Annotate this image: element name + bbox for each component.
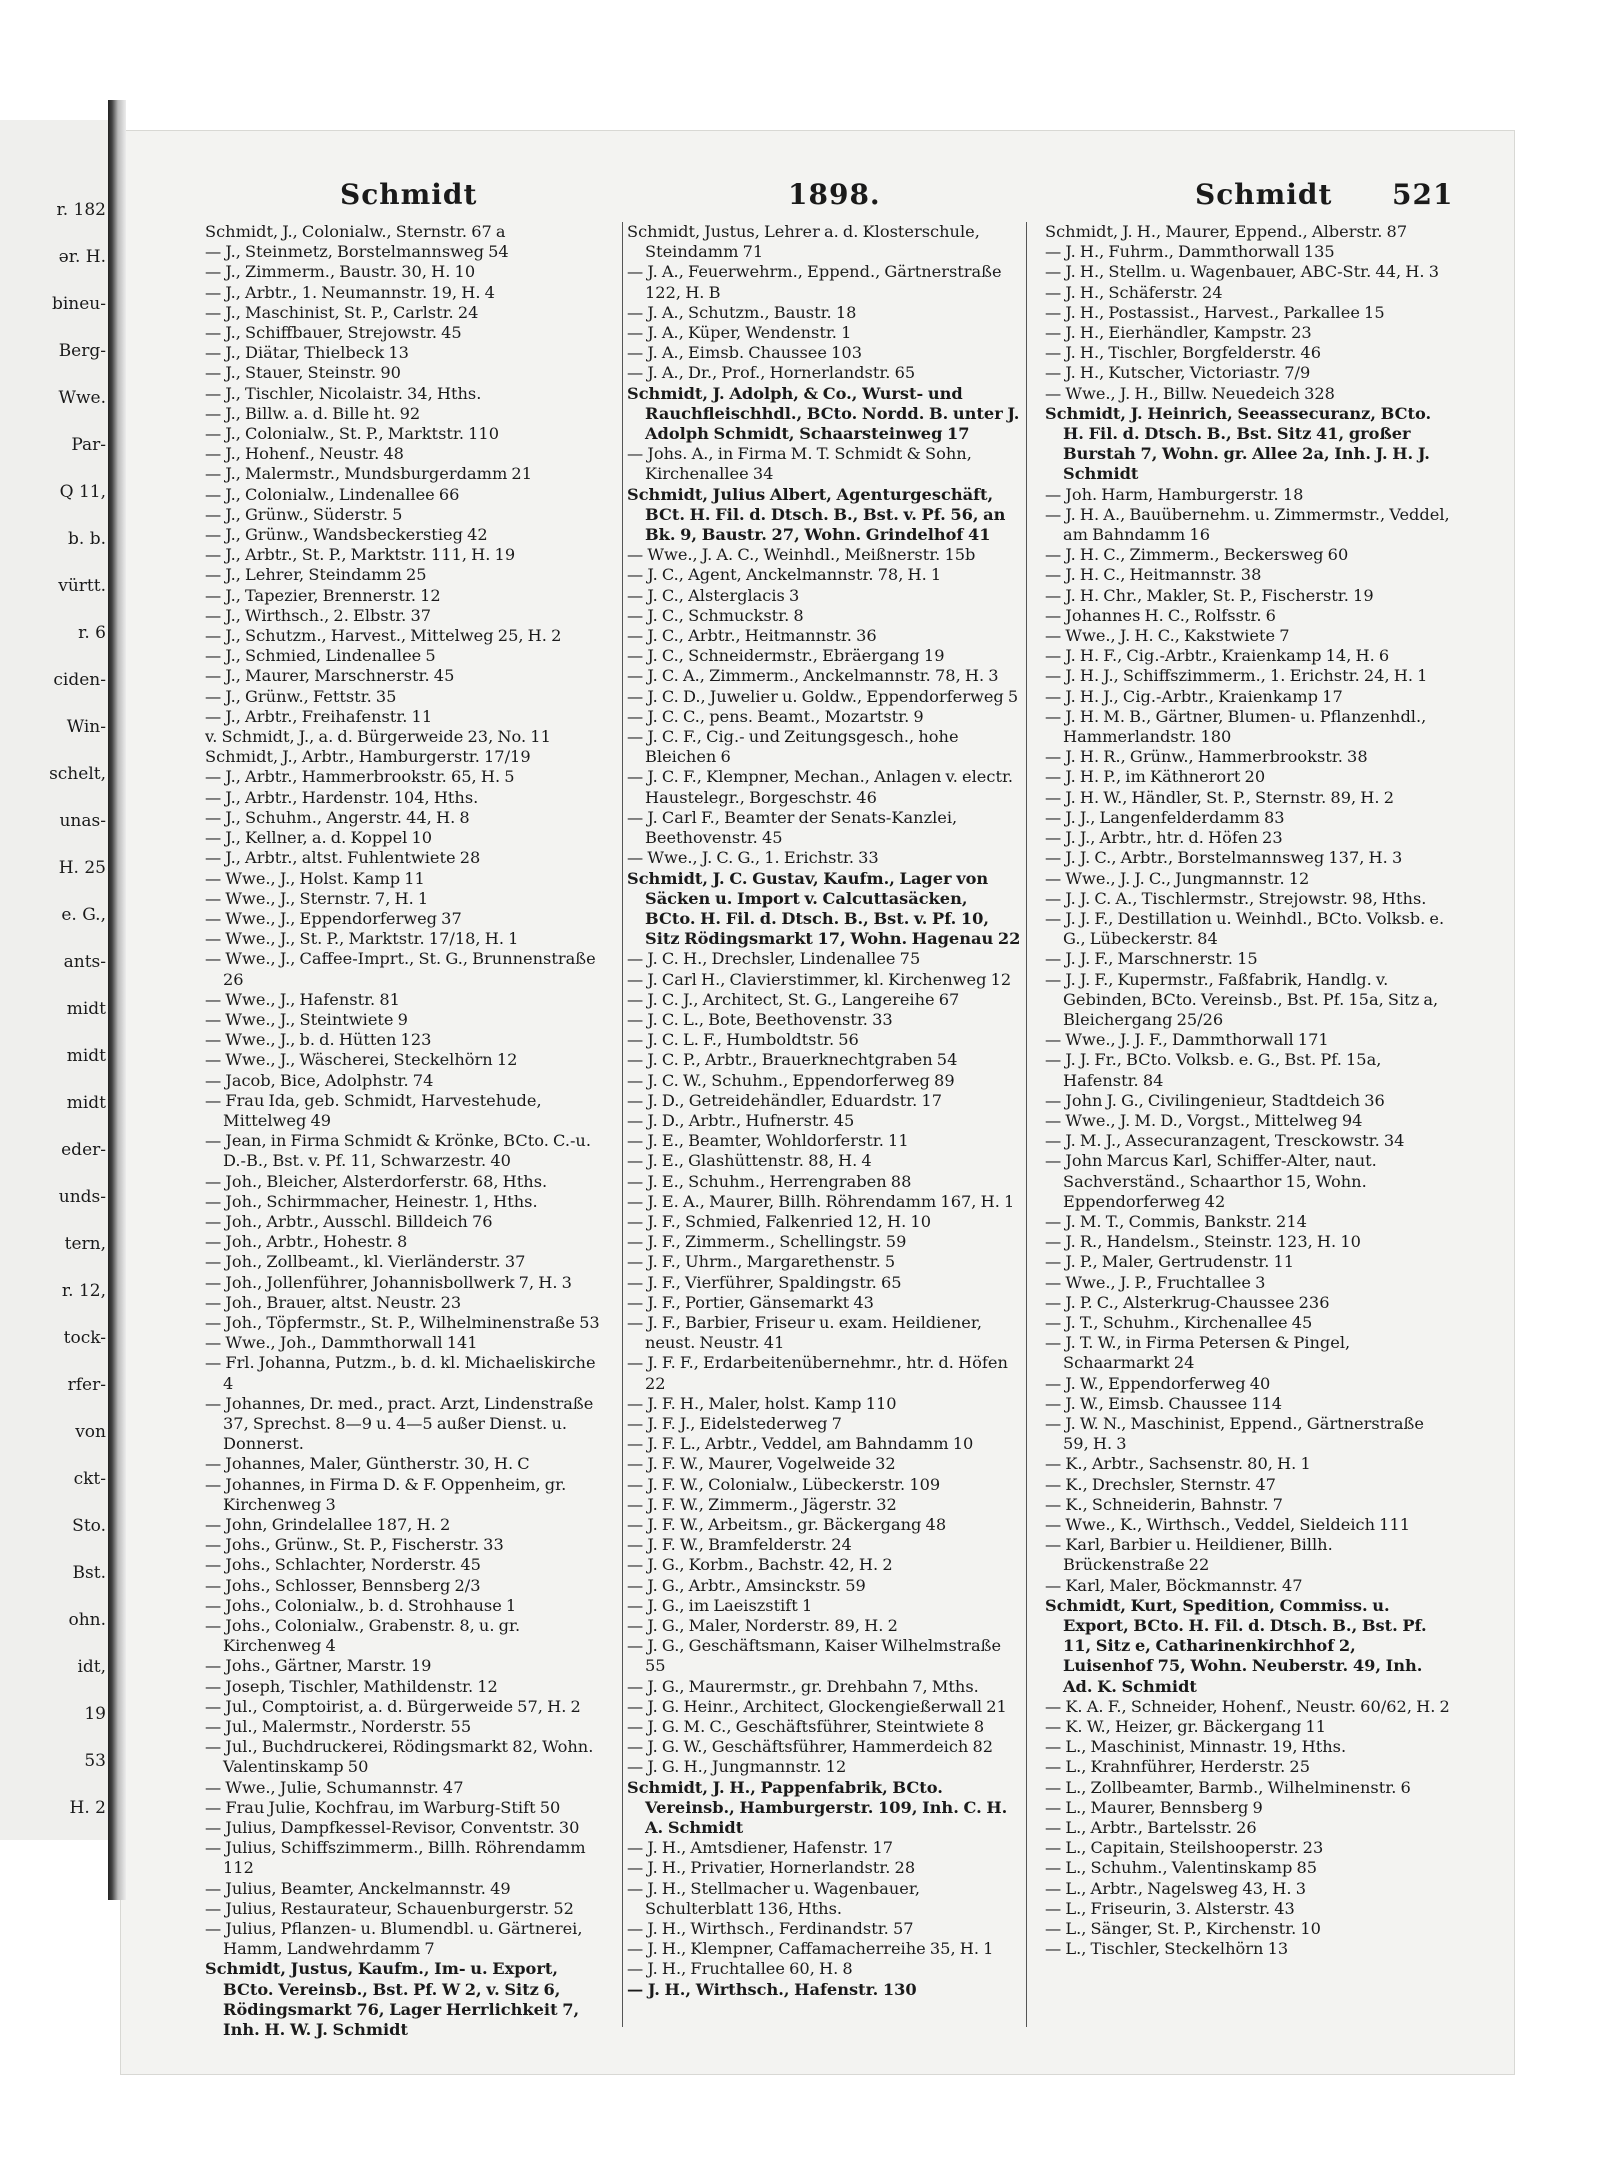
- directory-entry: — J. H., Fuhrm., Dammthorwall 135: [1045, 242, 1335, 262]
- adjacent-page-text: Q 11,: [59, 482, 106, 502]
- page-number: 521: [1392, 178, 1454, 211]
- adjacent-page-text: r. 6: [78, 623, 106, 643]
- directory-entry: — J., Schutzm., Harvest., Mittelweg 25, H. 2: [205, 626, 562, 646]
- directory-entry: — J. G., Arbtr., Amsinckstr. 59: [627, 1575, 866, 1595]
- directory-entry: — J. P., Maler, Gertrudenstr. 11: [1045, 1252, 1295, 1272]
- adjacent-page-text: vürtt.: [58, 576, 106, 596]
- directory-entry: Schmidt, J. H., Maurer, Eppend., Alberstr. 87: [1045, 222, 1408, 241]
- directory-entry: — Wwe., J. J. F., Dammthorwall 171: [1045, 1030, 1329, 1050]
- directory-entry: — J. H., Wirthsch., Hafenstr. 130: [627, 1979, 917, 1999]
- directory-entry: — J. H., Wirthsch., Ferdinandstr. 57: [627, 1919, 914, 1939]
- adjacent-page-text: 19: [84, 1704, 106, 1724]
- adjacent-page-text: midt: [66, 999, 106, 1019]
- directory-entry: — J. W., Eppendorferweg 40: [1045, 1373, 1271, 1393]
- directory-entry: — J., Arbtr., St. P., Marktstr. 111, H. 19: [205, 545, 516, 565]
- directory-entry: — J. W., Eimsb. Chaussee 114: [1045, 1393, 1283, 1413]
- directory-entry: — J. G., Maurermstr., gr. Drehbahn 7, Mths.: [627, 1676, 979, 1696]
- adjacent-page-text: r. 12,: [61, 1281, 106, 1301]
- directory-entry: — J. C. W., Schuhm., Eppendorferweg 89: [627, 1070, 955, 1090]
- adjacent-page-text: Bst.: [72, 1563, 106, 1583]
- directory-entry: — J. F., Vierführer, Spaldingstr. 65: [627, 1272, 902, 1292]
- directory-entry: — Wwe., J., Eppendorferweg 37: [205, 908, 462, 928]
- adjacent-page-text: r. 182: [56, 200, 106, 220]
- directory-entry: — J. H., Eierhändler, Kampstr. 23: [1045, 323, 1312, 343]
- directory-entry: — J. T. W., in Firma Petersen & Pingel, Schaarmarkt 24: [1045, 1333, 1351, 1373]
- directory-entry: — J. J. C. A., Tischlermstr., Strejowstr. 98, Hths.: [1045, 888, 1427, 908]
- directory-entry: — L., Tischler, Steckelhörn 13: [1045, 1939, 1289, 1959]
- directory-entry: — Karl, Barbier u. Heildiener, Billh. Brückenstraße 22: [1045, 1535, 1333, 1575]
- adjacent-page-text: Win-: [66, 717, 106, 737]
- directory-entry: — K. A. F., Schneider, Hohenf., Neustr. 60/62, H. 2: [1045, 1696, 1450, 1716]
- book-gutter: [108, 100, 126, 1900]
- directory-entry: — Joh., Schirmmacher, Heinestr. 1, Hths.: [205, 1191, 538, 1211]
- column-2: [622, 222, 1027, 2027]
- directory-entry: — Wwe., J. H. C., Kakstwiete 7: [1045, 626, 1290, 646]
- adjacent-page-text: Wwe.: [58, 388, 106, 408]
- directory-entry: — J. M. T., Commis, Bankstr. 214: [1045, 1211, 1307, 1231]
- adjacent-page-text: H. 25: [58, 858, 106, 878]
- directory-entry: — J. H., Tischler, Borgfelderstr. 46: [1045, 343, 1322, 363]
- directory-entry: — Johs., Grünw., St. P., Fischerstr. 33: [205, 1535, 504, 1555]
- directory-entry: — Johs., Colonialw., b. d. Strohhause 1: [205, 1595, 517, 1615]
- directory-entry: — J., Zimmerm., Baustr. 30, H. 10: [205, 262, 476, 282]
- directory-entry: — Jul., Malermstr., Norderstr. 55: [205, 1717, 472, 1737]
- directory-entry: — J. J. F., Kupermstr., Faßfabrik, Handlg. v. Gebinden, BCto. Vereinsb., Bst. Pf. 15a, Sitz a, Bleichergang 25/26: [1045, 969, 1439, 1029]
- directory-entry: — Wwe., J. H., Billw. Neuedeich 328: [1045, 383, 1335, 403]
- directory-entry: Schmidt, Justus, Kaufm., Im- u. Export, BCto. Vereinsb., Bst. Pf. W 2, v. Sitz 6, Rödingsmarkt 76, Lager Herrlichkeit 7, Inh. H. W. J. Schmidt: [205, 1959, 580, 2040]
- directory-entry: — Wwe., J. P., Fruchtallee 3: [1045, 1272, 1266, 1292]
- directory-entry: — J. C. J., Architect, St. G., Langereihe 67: [627, 989, 960, 1009]
- directory-entry: — J., Schmied, Lindenallee 5: [205, 646, 436, 666]
- directory-entry: — J. H., Privatier, Hornerlandstr. 28: [627, 1858, 916, 1878]
- directory-entry: — Wwe., J. M. D., Vorgst., Mittelweg 94: [1045, 1110, 1363, 1130]
- directory-entry: Schmidt, J., Arbtr., Hamburgerstr. 17/19: [205, 747, 531, 767]
- directory-entry: — J., Diätar, Thielbeck 13: [205, 343, 409, 363]
- directory-entry: — J. F. F., Erdarbeitenübernehmr., htr. d. Höfen 22: [627, 1353, 1008, 1393]
- directory-entry: — J. J. C., Arbtr., Borstelmannsweg 137, H. 3: [1045, 848, 1403, 868]
- directory-entry: — Wwe., J., Steintwiete 9: [205, 1009, 408, 1029]
- directory-entry: — J., Maurer, Marschnerstr. 45: [205, 666, 455, 686]
- adjacent-page-text: Berg-: [58, 341, 106, 361]
- directory-entry: — Wwe., J., Wäscherei, Steckelhörn 12: [205, 1050, 518, 1070]
- directory-entry: — J., Arbtr., 1. Neumannstr. 19, H. 4: [205, 282, 495, 302]
- directory-entry: — J. C. C., pens. Beamt., Mozartstr. 9: [627, 706, 924, 726]
- directory-entry: — J. G., Maler, Norderstr. 89, H. 2: [627, 1616, 898, 1636]
- directory-entry: — J. H., Stellmacher u. Wagenbauer, Schulterblatt 136, Hths.: [627, 1878, 920, 1918]
- adjacent-page-text: Par-: [71, 435, 106, 455]
- directory-entry: — J. W. N., Maschinist, Eppend., Gärtnerstraße 59, H. 3: [1045, 1413, 1424, 1454]
- directory-entry: — J., Malermstr., Mundsburgerdamm 21: [205, 464, 533, 484]
- adjacent-page-text: e. G.,: [61, 905, 106, 925]
- directory-entry: — Joh. Harm, Hamburgerstr. 18: [1045, 484, 1304, 504]
- directory-entry: — Johs., Colonialw., Grabenstr. 8, u. gr. Kirchenweg 4: [205, 1616, 521, 1656]
- directory-entry: — Julius, Schiffszimmerm., Billh. Röhrendamm 112: [205, 1838, 586, 1878]
- header-right: Schmidt: [1195, 178, 1333, 211]
- directory-entry: — J. G., Korbm., Bachstr. 42, H. 2: [627, 1555, 893, 1575]
- directory-entry: — J. P. C., Alsterkrug-Chaussee 236: [1045, 1292, 1330, 1312]
- directory-entry: — J. F. W., Zimmerm., Jägerstr. 32: [627, 1494, 897, 1514]
- directory-entry: — J. A., Eimsb. Chaussee 103: [627, 343, 862, 363]
- directory-entry: Schmidt, J., Colonialw., Sternstr. 67 a: [205, 222, 506, 241]
- adjacent-page-text: ciden-: [53, 670, 106, 690]
- directory-entry: — J. H. J., Schiffszimmerm., 1. Erichstr. 24, H. 1: [1045, 666, 1428, 686]
- adjacent-page-text: unas-: [59, 811, 106, 831]
- directory-entry: — J. C. F., Klempner, Mechan., Anlagen v. electr. Haustelegr., Borgeschstr. 46: [627, 767, 1014, 807]
- directory-entry: v. Schmidt, J., a. d. Bürgerweide 23, No. 11: [205, 727, 551, 747]
- directory-entry: — Joh., Arbtr., Ausschl. Billdeich 76: [205, 1211, 493, 1231]
- directory-entry: — Karl, Maler, Böckmannstr. 47: [1045, 1575, 1303, 1595]
- directory-entry: — Joseph, Tischler, Mathildenstr. 12: [205, 1676, 498, 1696]
- directory-entry: — J. C., Alsterglacis 3: [627, 585, 800, 605]
- directory-entry: — J. G. Heinr., Architect, Glockengießerwall 21: [627, 1696, 1007, 1716]
- directory-entry: — L., Maurer, Bennsberg 9: [1045, 1797, 1263, 1817]
- directory-entry: Schmidt, J. H., Pappenfabrik, BCto. Vereinsb., Hamburgerstr. 109, Inh. C. H. A. Schmidt: [627, 1777, 1008, 1838]
- directory-entry: — J. E., Glashüttenstr. 88, H. 4: [627, 1151, 872, 1171]
- adjacent-page-text: tern,: [64, 1234, 106, 1254]
- adjacent-page-text: midt: [66, 1093, 106, 1113]
- directory-entry: — J. H. A., Bauübernehm. u. Zimmermstr., Veddel, am Bahndamm 16: [1045, 504, 1450, 545]
- directory-entry: — J. H., Klempner, Caffamacherreihe 35, H. 1: [627, 1939, 994, 1959]
- directory-entry: — J., Grünw., Süderstr. 5: [205, 504, 403, 524]
- directory-entry: — L., Capitain, Steilshooperstr. 23: [1045, 1838, 1324, 1858]
- directory-entry: — J. H., Postassist., Harvest., Parkallee 15: [1045, 302, 1385, 322]
- directory-entry: — J. F. W., Maurer, Vogelweide 32: [627, 1454, 896, 1474]
- directory-entry: — Jul., Buchdruckerei, Rödingsmarkt 82, Wohn. Valentinskamp 50: [205, 1737, 594, 1777]
- directory-entry: Schmidt, J. C. Gustav, Kaufm., Lager von Säcken u. Import v. Calcuttasäcken, BCto. H. Fil. d. Dtsch. B., Bst. v. Pf. 10, Sitz Rödingsmarkt 17, Wohn. Hagenau 22: [627, 868, 1021, 949]
- directory-entry: — J. G. W., Geschäftsführer, Hammerdeich 82: [627, 1737, 994, 1757]
- directory-entry: — J., Lehrer, Steindamm 25: [205, 565, 427, 585]
- directory-entry: — Johs., Schlosser, Bennsberg 2/3: [205, 1575, 481, 1595]
- directory-entry: — Wwe., J., b. d. Hütten 123: [205, 1030, 432, 1050]
- directory-entry: Schmidt, J. Heinrich, Seeassecuranz, BCto. H. Fil. d. Dtsch. B., Bst. Sitz 41, großer Burstah 7, Wohn. gr. Allee 2a, Inh. J. H. J. Schmidt: [1045, 403, 1432, 484]
- adjacent-page-text: tock-: [63, 1328, 106, 1348]
- directory-entry: — J. C. H., Drechsler, Lindenallee 75: [627, 949, 921, 969]
- directory-entry: — J. F., Portier, Gänsemarkt 43: [627, 1292, 874, 1312]
- directory-entry: — J. A., Küper, Wendenstr. 1: [627, 323, 852, 343]
- directory-entry: — L., Arbtr., Bartelsstr. 26: [1045, 1818, 1257, 1838]
- directory-entry: — K., Arbtr., Sachsenstr. 80, H. 1: [1045, 1454, 1311, 1474]
- directory-entry: — J., Stauer, Steinstr. 90: [205, 363, 401, 383]
- directory-entry: — J., Tischler, Nicolaistr. 34, Hths.: [205, 383, 482, 403]
- directory-entry: — J. A., Schutzm., Baustr. 18: [627, 302, 857, 322]
- directory-entry: — J., Billw. a. d. Bille ht. 92: [205, 403, 421, 423]
- directory-entry: — J., Grünw., Wandsbeckerstieg 42: [205, 525, 488, 545]
- directory-entry: — L., Friseurin, 3. Alsterstr. 43: [1045, 1898, 1295, 1918]
- column-3: [1045, 222, 1450, 1959]
- directory-entry: — J., Maschinist, St. P., Carlstr. 24: [205, 302, 479, 322]
- directory-entry: — J. F., Barbier, Friseur u. exam. Heildiener, neust. Neustr. 41: [627, 1312, 982, 1353]
- directory-entry: — J. H. Chr., Makler, St. P., Fischerstr. 19: [1045, 585, 1374, 605]
- directory-entry: — Wwe., J., Caffee-Imprt., St. G., Brunnenstraße 26: [205, 949, 596, 989]
- directory-entry: — J., Colonialw., Lindenallee 66: [205, 484, 460, 504]
- directory-entry: — J. Carl F., Beamter der Senats-Kanzlei, Beethovenstr. 45: [627, 807, 958, 848]
- adjacent-page-text: 53: [84, 1751, 106, 1771]
- adjacent-page-text: midt: [66, 1046, 106, 1066]
- directory-entry: — J. H. C., Zimmerm., Beckersweg 60: [1045, 545, 1349, 565]
- directory-entry: — J. F., Zimmerm., Schellingstr. 59: [627, 1232, 907, 1252]
- directory-entry: — J., Grünw., Fettstr. 35: [205, 686, 397, 706]
- adjacent-page-text: b. b.: [68, 529, 106, 549]
- directory-entry: — J. D., Getreidehändler, Eduardstr. 17: [627, 1090, 943, 1110]
- header-year: 1898.: [788, 178, 881, 211]
- directory-entry: — J. A., Dr., Prof., Hornerlandstr. 65: [627, 363, 916, 383]
- column-1: [205, 222, 603, 2040]
- directory-entry: — J. H. R., Grünw., Hammerbrookstr. 38: [1045, 747, 1368, 767]
- directory-entry: — J. F. W., Arbeitsm., gr. Bäckergang 48: [627, 1515, 947, 1534]
- directory-entry: Schmidt, Julius Albert, Agenturgeschäft, BCt. H. Fil. d. Dtsch. B., Bst. v. Pf. 56, an Bk. 9, Baustr. 27, Wohn. Grindelhof 41: [627, 484, 1006, 545]
- directory-entry: — J. C. D., Juwelier u. Goldw., Eppendorferweg 5: [627, 686, 1019, 706]
- adjacent-page-text: ohn.: [68, 1610, 106, 1630]
- directory-entry: — J., Tapezier, Brennerstr. 12: [205, 585, 441, 605]
- directory-entry: — L., Zollbeamter, Barmb., Wilhelminenstr. 6: [1045, 1777, 1411, 1797]
- adjacent-page-text: ants-: [63, 952, 106, 972]
- adjacent-page-text: ckt-: [73, 1469, 106, 1489]
- directory-entry: — Joh., Bleicher, Alsterdorferstr. 68, Hths.: [205, 1171, 548, 1191]
- adjacent-page-text: ər. H.: [58, 247, 106, 267]
- directory-entry: — Wwe., J., Hafenstr. 81: [205, 989, 400, 1009]
- directory-entry: — K., Schneiderin, Bahnstr. 7: [1045, 1494, 1283, 1514]
- directory-entry: — K., Drechsler, Sternstr. 47: [1045, 1474, 1276, 1494]
- adjacent-page-text: H. 2: [69, 1798, 106, 1818]
- directory-entry: — Wwe., J. C. G., 1. Erichstr. 33: [627, 848, 879, 868]
- directory-entry: Schmidt, Justus, Lehrer a. d. Klosterschule, Steindamm 71: [627, 222, 980, 262]
- directory-entry: — L., Arbtr., Nagelsweg 43, H. 3: [1045, 1878, 1306, 1898]
- directory-entry: — L., Schuhm., Valentinskamp 85: [1045, 1858, 1318, 1878]
- directory-entry: — J. R., Handelsm., Steinstr. 123, H. 10: [1045, 1232, 1361, 1252]
- directory-entry: — Johs., Schlachter, Norderstr. 45: [205, 1555, 481, 1575]
- directory-entry: — J. H. P., im Käthnerort 20: [1045, 767, 1266, 787]
- directory-entry: — J., Schiffbauer, Strejowstr. 45: [205, 323, 462, 343]
- directory-entry: — J. E., Beamter, Wohldorferstr. 11: [627, 1131, 909, 1151]
- directory-entry: — J. G., Geschäftsmann, Kaiser Wilhelmstraße 55: [627, 1636, 1002, 1676]
- directory-entry: — Johs., Gärtner, Marstr. 19: [205, 1656, 432, 1676]
- directory-entry: — Julius, Restaurateur, Schauenburgerstr. 52: [205, 1898, 574, 1918]
- directory-entry: — Johannes H. C., Rolfsstr. 6: [1045, 605, 1276, 625]
- directory-entry: — Wwe., K., Wirthsch., Veddel, Sieldeich 111: [1045, 1515, 1411, 1534]
- directory-entry: — J. T., Schuhm., Kirchenallee 45: [1045, 1312, 1313, 1332]
- directory-entry: — J. C. L., Bote, Beethovenstr. 33: [627, 1009, 893, 1029]
- adjacent-page-edge: [0, 120, 118, 1840]
- directory-entry: — Johannes, Dr. med., pract. Arzt, Lindenstraße 37, Sprechst. 8—9 u. 4—5 außer Dienst. u. Donnerst.: [205, 1393, 594, 1454]
- adjacent-page-text: schelt,: [49, 764, 106, 784]
- directory-entry: — J. G., im Laeiszstift 1: [627, 1595, 813, 1615]
- directory-entry: — J. H. W., Händler, St. P., Sternstr. 89, H. 2: [1045, 787, 1394, 807]
- directory-entry: — Johs. A., in Firma M. T. Schmidt & Sohn, Kirchenallee 34: [627, 444, 972, 484]
- directory-entry: — J. M. J., Assecuranzagent, Tresckowstr. 34: [1045, 1131, 1405, 1151]
- directory-entry: — Julius, Beamter, Anckelmannstr. 49: [205, 1878, 511, 1898]
- directory-entry: — J., Hohenf., Neustr. 48: [205, 444, 404, 464]
- directory-entry: — J. F., Uhrm., Margarethenstr. 5: [627, 1252, 896, 1272]
- directory-entry: — J. E. A., Maurer, Billh. Röhrendamm 167, H. 1: [627, 1191, 1015, 1211]
- directory-entry: — Julius, Dampfkessel-Revisor, Conventstr. 30: [205, 1818, 580, 1838]
- directory-entry: — Wwe., J., Holst. Kamp 11: [205, 868, 425, 888]
- directory-entry: — Joh., Töpfermstr., St. P., Wilhelminenstraße 53: [205, 1312, 600, 1332]
- adjacent-page-text: rfer-: [67, 1375, 106, 1395]
- directory-entry: — J. G. H., Jungmannstr. 12: [627, 1757, 847, 1777]
- directory-entry: Schmidt, J. Adolph, & Co., Wurst- und Rauchfleischhdl., BCto. Nordd. B. unter J. Adolph Schmidt, Schaarsteinweg 17: [627, 383, 1020, 444]
- directory-entry: — J. C. F., Cig.- und Zeitungsgesch., hohe Bleichen 6: [627, 727, 959, 767]
- directory-entry: — J., Arbtr., Freihafenstr. 11: [205, 706, 433, 726]
- directory-entry: — J. C. P., Arbtr., Brauerknechtgraben 54: [627, 1050, 958, 1070]
- directory-entry: — J. J. F., Destillation u. Weinhdl., BCto. Volksb. e. G., Lübeckerstr. 84: [1045, 908, 1445, 949]
- directory-entry: — J. J., Arbtr., htr. d. Höfen 23: [1045, 828, 1283, 848]
- directory-entry: — Jacob, Bice, Adolphstr. 74: [205, 1070, 434, 1090]
- directory-entry: — J., Schuhm., Angerstr. 44, H. 8: [205, 807, 470, 827]
- directory-entry: — J. F., Schmied, Falkenried 12, H. 10: [627, 1211, 932, 1231]
- directory-entry: — J. C. L. F., Humboldtstr. 56: [627, 1030, 859, 1050]
- directory-entry: — J. H. C., Heitmannstr. 38: [1045, 565, 1262, 585]
- directory-entry: — J., Arbtr., Hammerbrookstr. 65, H. 5: [205, 767, 515, 787]
- directory-entry: — J., Arbtr., altst. Fuhlentwiete 28: [205, 848, 481, 868]
- directory-entry: — J. Carl H., Clavierstimmer, kl. Kirchenweg 12: [627, 969, 1012, 989]
- adjacent-page-text: eder-: [61, 1140, 106, 1160]
- directory-entry: — J. J. Fr., BCto. Volksb. e. G., Bst. Pf. 15a, Hafenstr. 84: [1045, 1050, 1382, 1090]
- directory-entry: — Jean, in Firma Schmidt & Krönke, BCto. C.-u. D.-B., Bst. v. Pf. 11, Schwarzestr. 40: [205, 1131, 592, 1171]
- directory-entry: — J., Arbtr., Hardenstr. 104, Hths.: [205, 787, 479, 807]
- directory-entry: — J. C., Schmuckstr. 8: [627, 605, 804, 625]
- header-left: Schmidt: [340, 178, 478, 211]
- directory-entry: — L., Sänger, St. P., Kirchenstr. 10: [1045, 1919, 1321, 1939]
- directory-entry: — Frau Julie, Kochfrau, im Warburg-Stift 50: [205, 1797, 561, 1817]
- directory-entry: — Wwe., J., Sternstr. 7, H. 1: [205, 888, 429, 908]
- directory-entry: — J. E., Schuhm., Herrengraben 88: [627, 1171, 912, 1191]
- directory-entry: — J. G. M. C., Geschäftsführer, Steintwiete 8: [627, 1717, 985, 1737]
- directory-entry: — J. J., Langenfelderdamm 83: [1045, 807, 1285, 827]
- directory-entry: Schmidt, Kurt, Spedition, Commiss. u. Export, BCto. H. Fil. d. Dtsch. B., Bst. Pf. 11, Sitz e, Catharinenkirchhof 2, Luisenhof 75, Wohn. Neuberstr. 49, Inh. Ad. K. Schmidt: [1045, 1595, 1427, 1696]
- directory-entry: — J. H., Amtsdiener, Hafenstr. 17: [627, 1838, 894, 1858]
- directory-entry: — J., Wirthsch., 2. Elbstr. 37: [205, 605, 432, 625]
- directory-entry: — Wwe., J. J. C., Jungmannstr. 12: [1045, 868, 1310, 888]
- directory-entry: — Joh., Jollenführer, Johannisbollwerk 7, H. 3: [205, 1272, 572, 1292]
- directory-entry: — J. F. J., Eidelstederweg 7: [627, 1413, 842, 1433]
- adjacent-page-text: bineu-: [51, 294, 106, 314]
- directory-entry: — J. F. W., Bramfelderstr. 24: [627, 1535, 852, 1555]
- adjacent-page-text: von: [75, 1422, 106, 1442]
- directory-entry: — Wwe., J. A. C., Weinhdl., Meißnerstr. 15b: [627, 545, 976, 565]
- directory-entry: — J. F. L., Arbtr., Veddel, am Bahndamm 10: [627, 1434, 974, 1454]
- directory-entry: — Johannes, Maler, Güntherstr. 30, H. C: [205, 1454, 530, 1474]
- directory-entry: — Johannes, in Firma D. & F. Oppenheim, gr. Kirchenweg 3: [205, 1474, 567, 1514]
- directory-entry: — Wwe., Joh., Dammthorwall 141: [205, 1333, 478, 1353]
- directory-entry: — J. H. F., Cig.-Arbtr., Kraienkamp 14, H. 6: [1045, 646, 1390, 666]
- adjacent-page-text: Sto.: [72, 1516, 106, 1536]
- directory-entry: — J. H., Stellm. u. Wagenbauer, ABC-Str. 44, H. 3: [1045, 262, 1439, 282]
- directory-entry: — J. D., Arbtr., Hufnerstr. 45: [627, 1110, 855, 1130]
- directory-entry: — J. F. W., Colonialw., Lübeckerstr. 109: [627, 1474, 941, 1494]
- directory-entry: — J. H. M. B., Gärtner, Blumen- u. Pflanzenhdl., Hammerlandstr. 180: [1045, 706, 1427, 747]
- directory-entry: — J. H., Schäferstr. 24: [1045, 282, 1223, 302]
- directory-entry: — L., Maschinist, Minnastr. 19, Hths.: [1045, 1737, 1347, 1757]
- directory-entry: — Joh., Brauer, altst. Neustr. 23: [205, 1292, 462, 1312]
- directory-entry: — Jul., Comptoirist, a. d. Bürgerweide 57, H. 2: [205, 1696, 581, 1716]
- directory-entry: — Wwe., Julie, Schumannstr. 47: [205, 1777, 464, 1797]
- directory-entry: — Julius, Pflanzen- u. Blumendbl. u. Gärtnerei, Hamm, Landwehrdamm 7: [205, 1919, 583, 1959]
- directory-entry: — Joh., Arbtr., Hohestr. 8: [205, 1232, 408, 1252]
- directory-entry: — J. C., Arbtr., Heitmannstr. 36: [627, 626, 877, 646]
- directory-entry: — Joh., Zollbeamt., kl. Vierländerstr. 37: [205, 1252, 526, 1272]
- directory-entry: — J. C. A., Zimmerm., Anckelmannstr. 78, H. 3: [627, 666, 999, 686]
- directory-entry: — J. H., Fruchtallee 60, H. 8: [627, 1959, 853, 1979]
- directory-entry: — J., Steinmetz, Borstelmannsweg 54: [205, 242, 509, 262]
- directory-entry: — J. H. J., Cig.-Arbtr., Kraienkamp 17: [1045, 686, 1343, 706]
- directory-entry: — J. A., Feuerwehrm., Eppend., Gärtnerstraße 122, H. B: [627, 262, 1002, 302]
- directory-entry: — John J. G., Civilingenieur, Stadtdeich 36: [1045, 1090, 1385, 1110]
- directory-entry: — J. H., Kutscher, Victoriastr. 7/9: [1045, 363, 1311, 383]
- adjacent-page-text: idt,: [77, 1657, 106, 1677]
- directory-entry: — J. F. H., Maler, holst. Kamp 110: [627, 1393, 897, 1413]
- directory-entry: — J. C., Schneidermstr., Ebräergang 19: [627, 646, 945, 666]
- directory-entry: — Frau Ida, geb. Schmidt, Harvestehude, Mittelweg 49: [205, 1090, 542, 1130]
- adjacent-page-text: unds-: [58, 1187, 106, 1207]
- directory-entry: — John, Grindelallee 187, H. 2: [205, 1515, 451, 1534]
- directory-entry: — Frl. Johanna, Putzm., b. d. kl. Michaeliskirche 4: [205, 1353, 596, 1393]
- directory-entry: — J., Kellner, a. d. Koppel 10: [205, 828, 433, 848]
- directory-entry: — Wwe., J., St. P., Marktstr. 17/18, H. 1: [205, 929, 519, 949]
- directory-entry: — J., Colonialw., St. P., Marktstr. 110: [205, 424, 500, 444]
- directory-entry: — J. C., Agent, Anckelmannstr. 78, H. 1: [627, 565, 942, 585]
- directory-entry: — J. J. F., Marschnerstr. 15: [1045, 949, 1258, 969]
- directory-entry: — John Marcus Karl, Schiffer-Alter, naut. Sachverständ., Schaarthor 15, Wohn. Eppendorferweg 42: [1045, 1151, 1377, 1211]
- directory-entry: — L., Krahnführer, Herderstr. 25: [1045, 1757, 1311, 1777]
- directory-entry: — K. W., Heizer, gr. Bäckergang 11: [1045, 1717, 1327, 1737]
